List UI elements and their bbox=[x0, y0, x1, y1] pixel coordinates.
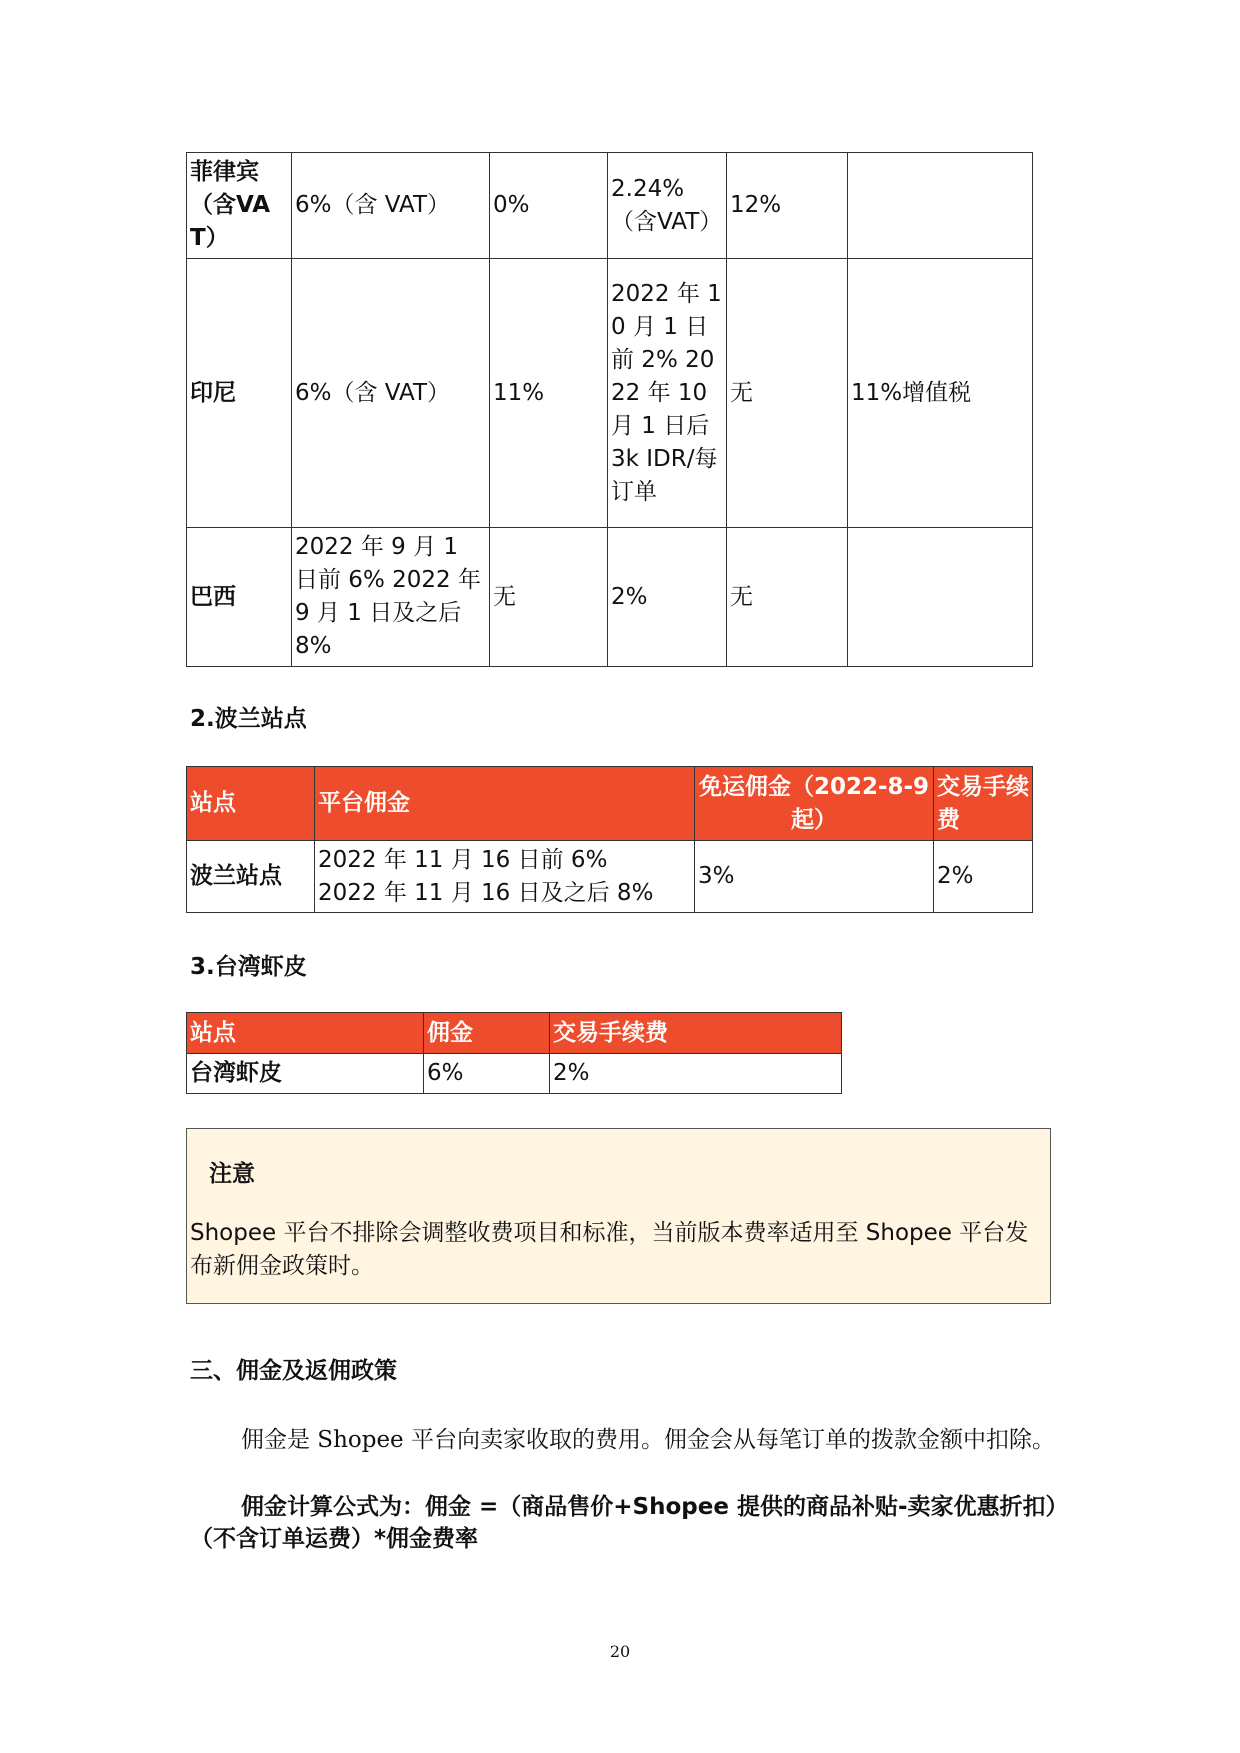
cell: 台湾虾皮 bbox=[187, 1054, 424, 1094]
note-box bbox=[186, 1128, 1051, 1304]
section-heading: 2.波兰站点 bbox=[190, 706, 307, 732]
header-cell: 交易手续费 bbox=[550, 1013, 842, 1054]
cell: 菲律宾（含VAT） bbox=[187, 153, 292, 259]
note-title: 注意 bbox=[209, 1161, 255, 1187]
cell: 印尼 bbox=[187, 259, 292, 528]
cell: 11%增值税 bbox=[848, 259, 1033, 528]
note-text: Shopee 平台不排除会调整收费项目和标准，当前版本费率适用至 Shopee 平台发布新佣金政策时。 bbox=[190, 1220, 1029, 1279]
header-cell: 站点 bbox=[187, 767, 315, 841]
taiwan-fee-table bbox=[186, 1012, 842, 1094]
cell: 6% bbox=[424, 1054, 550, 1094]
table-row bbox=[187, 259, 1033, 528]
cell: 2% bbox=[608, 528, 727, 667]
cell: 无 bbox=[490, 528, 608, 667]
table-row bbox=[187, 841, 1033, 913]
header-cell: 佣金 bbox=[424, 1013, 550, 1054]
cell-line: 2022 年 11 月 16 日及之后 8% bbox=[318, 879, 654, 906]
cell: 无 bbox=[727, 528, 848, 667]
cell: 无 bbox=[727, 259, 848, 528]
cell: 2.24%（含VAT） bbox=[608, 153, 727, 259]
cell bbox=[848, 153, 1033, 259]
poland-fee-table bbox=[186, 766, 1033, 913]
table-header-row bbox=[187, 767, 1033, 841]
cell-line: 2022 年 11 月 16 日前 6% bbox=[318, 846, 608, 873]
cell: 6%（含 VAT） bbox=[292, 153, 490, 259]
cell bbox=[848, 528, 1033, 667]
header-cell: 平台佣金 bbox=[315, 767, 695, 841]
cell bbox=[315, 841, 695, 913]
cell: 12% bbox=[727, 153, 848, 259]
cell: 3% bbox=[695, 841, 934, 913]
header-cell: 交易手续费 bbox=[934, 767, 1033, 841]
cell: 6%（含 VAT） bbox=[292, 259, 490, 528]
table-row bbox=[187, 528, 1033, 667]
table-row bbox=[187, 1054, 842, 1094]
cell: 0% bbox=[490, 153, 608, 259]
table-header-row bbox=[187, 1013, 842, 1054]
section-heading: 3.台湾虾皮 bbox=[190, 954, 307, 980]
cell: 波兰站点 bbox=[187, 841, 315, 913]
cell: 2% bbox=[934, 841, 1033, 913]
fee-table-sites bbox=[186, 152, 1033, 667]
cell: 巴西 bbox=[187, 528, 292, 667]
section-heading: 三、佣金及返佣政策 bbox=[190, 1358, 397, 1384]
formula-paragraph: 佣金计算公式为：佣金 =（商品售价+Shopee 提供的商品补贴-卖家优惠折扣）（不含订单运费）*佣金费率 bbox=[190, 1494, 1058, 1552]
cell: 2022 年 9 月 1 日前 6% 2022 年 9 月 1 日及之后 8% bbox=[292, 528, 490, 667]
cell: 11% bbox=[490, 259, 608, 528]
page-number: 20 bbox=[609, 1642, 631, 1661]
cell: 2022 年 10 月 1 日前 2% 2022 年 10 月 1 日后 3k IDR/每订单 bbox=[608, 259, 727, 528]
table-row bbox=[187, 153, 1033, 259]
header-cell: 免运佣金（2022-8-9 起） bbox=[695, 767, 934, 841]
cell: 2% bbox=[550, 1054, 842, 1094]
paragraph: 佣金是 Shopee 平台向卖家收取的费用。佣金会从每笔订单的拨款金额中扣除。 bbox=[241, 1427, 1055, 1453]
header-cell: 站点 bbox=[187, 1013, 424, 1054]
